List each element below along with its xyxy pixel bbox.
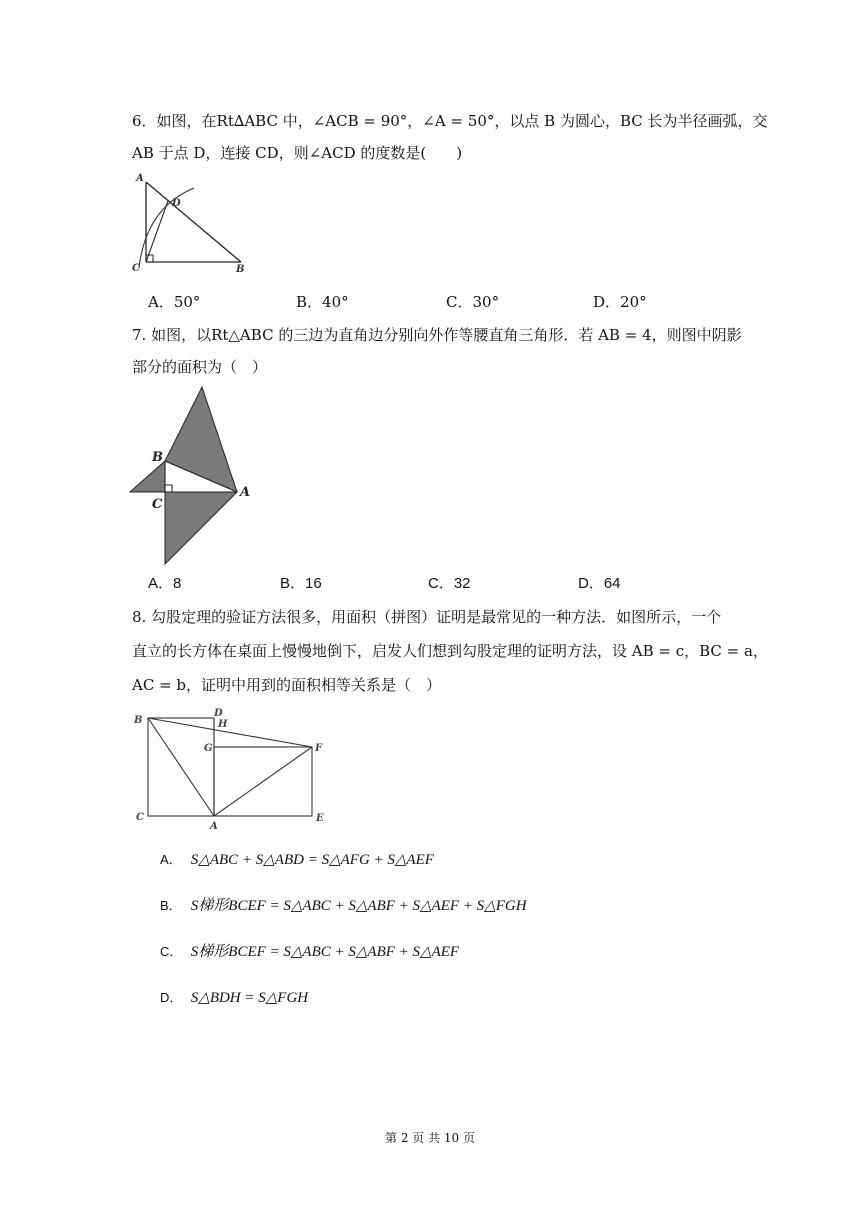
q6-label-d: D: [172, 198, 181, 209]
q8-line2: 直立的长方体在桌面上慢慢地倒下，启发人们想到勾股定理的证明方法，设 AB = c，BC = a，: [132, 642, 768, 660]
q6-option-b: B．40°: [296, 293, 349, 311]
q7-label-a: A: [240, 485, 251, 500]
page-footer: 第 2 页 共 10 页: [385, 1131, 475, 1145]
q6-label-c: C: [132, 263, 140, 274]
q7-figure: [128, 384, 268, 566]
q8-label-d: D: [214, 708, 223, 719]
q8-label-b: B: [134, 715, 143, 726]
q8-option-b-label: B．: [160, 898, 182, 913]
q6-line2: AB 于点 D，连接 CD，则∠ACD 的度数是( ): [132, 144, 463, 162]
q7-option-b: B．16: [280, 575, 322, 592]
q6-figure: [128, 168, 258, 280]
q7-line2: 部分的面积为（ ）: [132, 358, 268, 376]
q8-option-d-text: S△BDH = S△FGH: [190, 990, 309, 1006]
q8-option-c: [160, 940, 459, 963]
q8-label-g: G: [204, 743, 213, 754]
q8-option-a-label: A．: [160, 852, 182, 867]
q8-option-b: [160, 894, 527, 917]
q8-option-a: [160, 848, 434, 871]
q8-option-b-text: S梯形BCEF = S△ABC + S△ABF + S△AEF + S△FGH: [190, 898, 527, 914]
q7-line1: 7. 如图，以Rt△ABC 的三边为直角边分别向外作等腰直角三角形．若 AB = 4，则图中阴影: [132, 326, 742, 344]
q6-label-a: A: [136, 173, 144, 184]
q8-label-a: A: [210, 821, 218, 830]
q8-option-d: [160, 986, 308, 1009]
q8-option-a-text: S△ABC + S△ABD = S△AFG + S△AEF: [190, 852, 434, 868]
q8-option-c-text: S梯形BCEF = S△ABC + S△ABF + S△AEF: [190, 944, 460, 960]
q8-option-d-label: D．: [160, 990, 183, 1005]
q7-label-b: B: [152, 450, 163, 465]
q8-label-f: F: [315, 743, 323, 754]
q6-label-b: B: [236, 264, 245, 275]
q8-figure: [130, 705, 330, 830]
q7-label-c: C: [152, 497, 163, 512]
q7-option-d: D．64: [578, 575, 621, 592]
q8-label-e: E: [316, 813, 324, 824]
q6-option-d: D．20°: [593, 293, 647, 311]
q8-option-c-label: C．: [160, 944, 183, 959]
q6-option-a: A．50°: [148, 293, 201, 311]
q6-line1: 6．如图，在Rt∆ABC 中，∠ACB = 90°，∠A = 50°，以点 B 为圆心，BC 长为半径画弧，交: [132, 112, 768, 130]
q8-label-h: H: [218, 719, 228, 730]
q6-option-c: C．30°: [446, 293, 500, 311]
q8-line1: 8. 勾股定理的验证方法很多，用面积（拼图）证明是最常见的一种方法．如图所示，一个: [132, 608, 722, 626]
q7-option-c: C．32: [428, 575, 471, 592]
q8-line3: AC = b，证明中用到的面积相等关系是（ ）: [132, 676, 442, 694]
q8-label-c: C: [136, 812, 144, 823]
q7-option-a: A．8: [148, 575, 182, 592]
